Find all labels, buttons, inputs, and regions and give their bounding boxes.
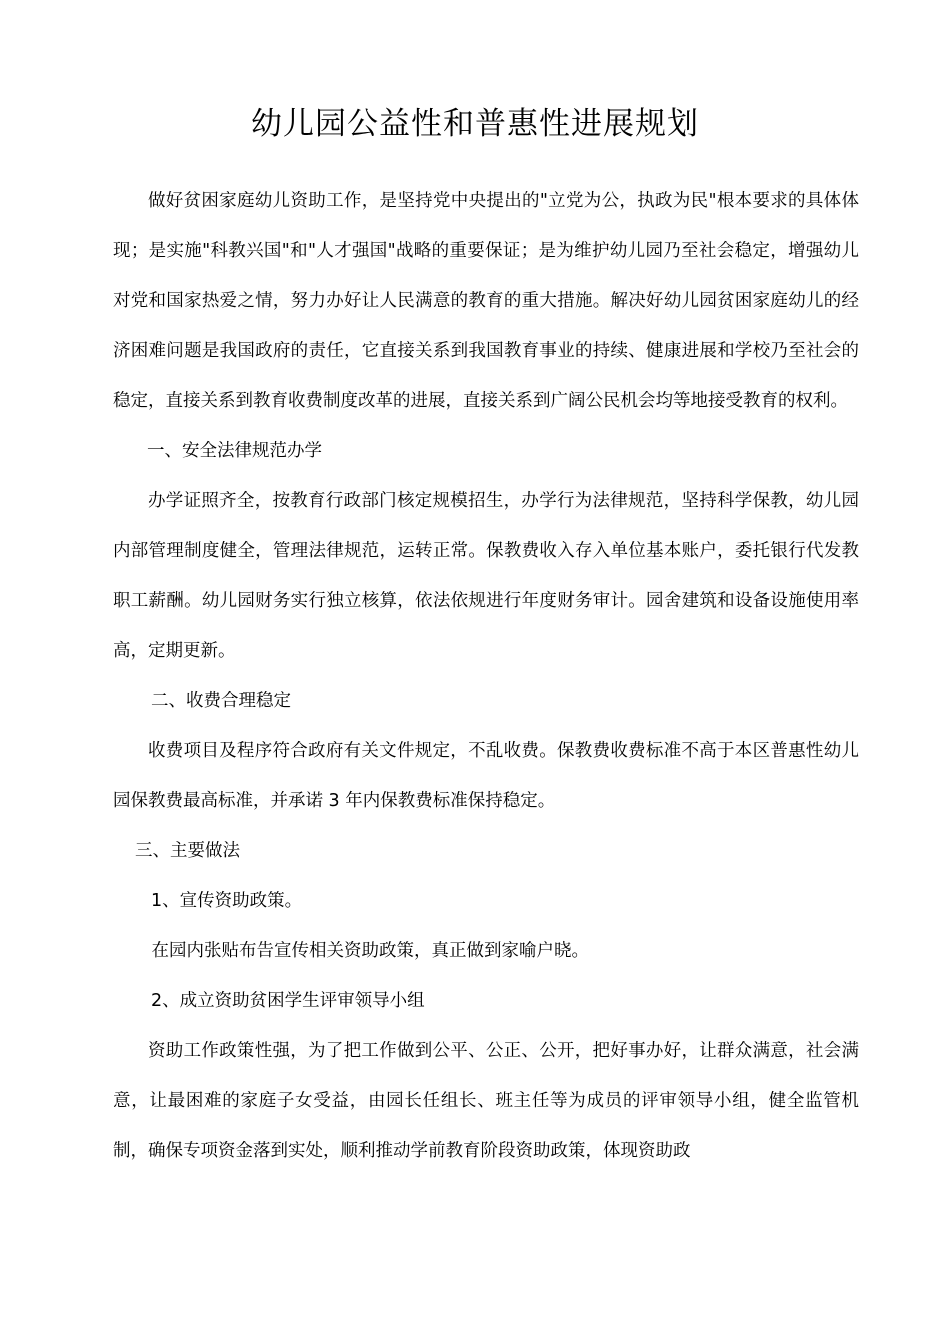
subsection-paragraph-1: 在园内张贴布告宣传相关资助政策，真正做到家喻户晓。 [151, 941, 589, 961]
document-body [113, 176, 859, 1176]
subsection-paragraph-2: 资助工作政策性强，为了把工作做到公平、公正、公开，把好事办好，让群众满意，社会满意，让最困难的家庭子女受益，由园长任组长、班主任等为成员的评审领导小组，健全监管机制，确保专项资金落到实处，顺利推动学前教育阶段资助政策，体现资助政 [113, 1041, 859, 1161]
subsection-heading-2: 2、成立资助贫困学生评审领导小组 [151, 991, 425, 1011]
section-heading-1: 一、安全法律规范办学 [147, 441, 322, 461]
section-heading-2: 二、收费合理稳定 [151, 691, 291, 711]
section-paragraph-1: 办学证照齐全，按教育行政部门核定规模招生，办学行为法律规范，坚持科学保教，幼儿园内部管理制度健全，管理法律规范，运转正常。保教费收入存入单位基本账户，委托银行代发教职工薪酬。幼儿园财务实行独立核算，依法依规进行年度财务审计。园舍建筑和设备设施使用率高，定期更新。 [113, 491, 859, 661]
section-heading-3: 三、主要做法 [135, 841, 240, 861]
section-paragraph-2: 收费项目及程序符合政府有关文件规定，不乱收费。保教费收费标准不高于本区普惠性幼儿园保教费最高标准，并承诺 3 年内保教费标准保持稳定。 [113, 741, 859, 811]
document-title: 幼儿园公益性和普惠性进展规划 [251, 106, 699, 142]
subsection-heading-1: 1、宣传资助政策。 [151, 891, 303, 911]
intro-paragraph: 做好贫困家庭幼儿资助工作，是坚持党中央提出的"立党为公，执政为民"根本要求的具体体现；是实施"科教兴国"和"人才强国"战略的重要保证；是为维护幼儿园乃至社会稳定，增强幼儿对党和国家热爱之情，努力办好让人民满意的教育的重大措施。解决好幼儿园贫困家庭幼儿的经济困难问题是我国政府的责任，它直接关系到我国教育事业的持续、健康进展和学校乃至社会的稳定，直接关系到教育收费制度改革的进展，直接关系到广阔公民机会均等地接受教育的权利。 [113, 191, 859, 411]
